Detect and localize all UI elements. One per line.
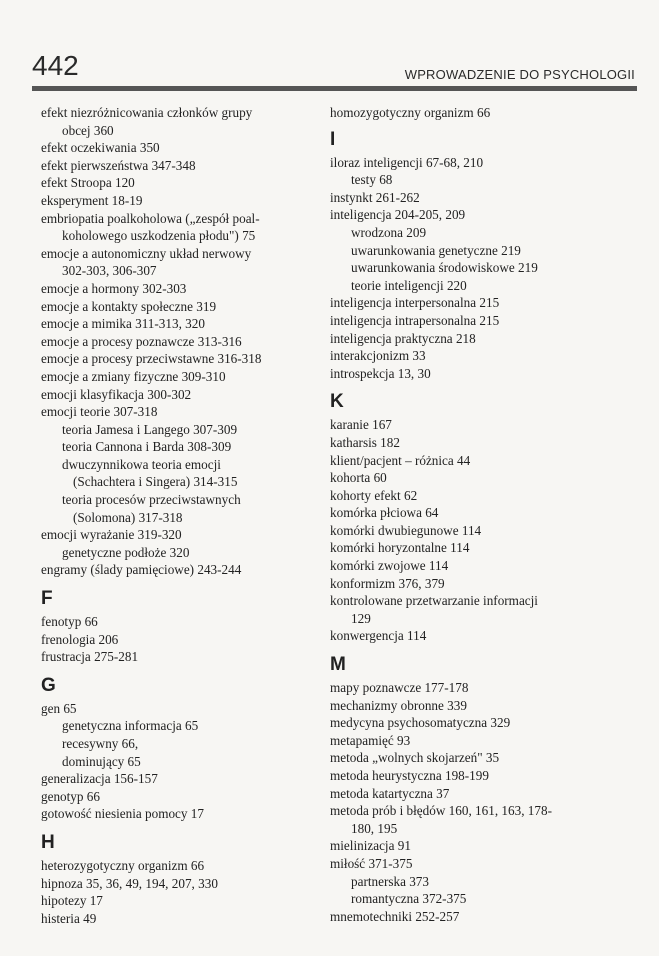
index-entry: emocje a zmiany fizyczne 309-310 — [41, 368, 226, 384]
index-entry: metoda prób i błędów 160, 161, 163, 178- — [330, 803, 552, 819]
index-entry: efekt niezróżnicowania członków grupy — [41, 105, 253, 120]
index-entry: miłość 371-375 — [330, 855, 413, 871]
index-entry: emocje a procesy poznawcze 313-316 — [41, 333, 242, 349]
index-entry: metoda „wolnych skojarzeń" 35 — [330, 750, 500, 766]
index-subentry: recesywny 66, — [62, 736, 139, 751]
index-entry: interakcjonizm 33 — [330, 348, 426, 364]
header-rule — [32, 86, 637, 91]
index-section-letter: G — [41, 674, 56, 696]
index-section-letter: H — [41, 831, 55, 853]
index-entry: mnemotechniki 252-257 — [330, 908, 460, 924]
index-subentry: partnerska 373 — [351, 873, 429, 889]
index-entry: inteligencja intrapersonalna 215 — [330, 312, 500, 328]
index-entry: gen 65 — [41, 700, 77, 716]
index-entry: emocje a mimika 311-313, 320 — [41, 316, 205, 332]
index-entry: emocje a kontakty społeczne 319 — [41, 298, 217, 314]
index-subentry: teoria Jamesa i Langego 307-309 — [62, 421, 238, 437]
index-entry: inteligencja 204-205, 209 — [330, 207, 466, 223]
index-subentry-continuation: (Solomona) 317-318 — [73, 509, 183, 525]
index-entry: mielinizacja 91 — [330, 838, 411, 854]
index-entry: mechanizmy obronne 339 — [330, 697, 467, 713]
index-subentry: romantyczna 372-375 — [351, 891, 467, 907]
index-entry: mapy poznawcze 177-178 — [330, 680, 469, 696]
index-subentry: uwarunkowania środowiskowe 219 — [351, 260, 538, 276]
index-entry: histeria 49 — [41, 910, 97, 926]
index-entry: embriopatia poalkoholowa („zespół poal- — [41, 210, 260, 226]
index-entry: katharsis 182 — [330, 434, 400, 450]
index-entry: kohorty efekt 62 — [330, 487, 418, 503]
index-entry: frustracja 275-281 — [41, 649, 139, 665]
index-entry: komórka płciowa 64 — [330, 505, 439, 521]
index-subentry: teoria procesów przeciwstawnych — [62, 492, 241, 508]
index-entry: generalizacja 156-157 — [41, 771, 158, 787]
index-entry-continuation: 129 — [351, 610, 371, 626]
index-entry-continuation: 302-303, 306-307 — [62, 263, 157, 279]
index-subentry: testy 68 — [351, 172, 393, 188]
index-subentry: genetyczna informacja 65 — [62, 718, 199, 734]
index-entry-continuation: koholowego uszkodzenia płodu") 75 — [62, 228, 256, 244]
index-entry: engramy (ślady pamięciowe) 243-244 — [41, 562, 242, 578]
index-entry: emocji wyrażanie 319-320 — [41, 527, 182, 543]
index-entry: metoda heurystyczna 198-199 — [330, 768, 489, 783]
index-entry: komórki horyzontalne 114 — [330, 540, 470, 556]
index-entry: heterozygotyczny organizm 66 — [41, 857, 205, 873]
page-number: 442 — [32, 50, 79, 81]
index-entry: emocje a procesy przeciwstawne 316-318 — [41, 351, 262, 367]
index-section-letter: M — [330, 654, 346, 676]
index-subentry: teoria Cannona i Barda 308-309 — [62, 439, 232, 455]
index-entry: hipotezy 17 — [41, 893, 103, 909]
index-entry: instynkt 261-262 — [330, 189, 420, 205]
index-subentry: dwuczynnikowa teoria emocji — [62, 456, 221, 472]
index-entry: emocji teorie 307-318 — [41, 404, 158, 420]
index-subentry: dominujący 65 — [62, 753, 141, 769]
index-entry: introspekcja 13, 30 — [330, 365, 431, 381]
index-entry: inteligencja interpersonalna 215 — [330, 295, 500, 311]
index-entry: klient/pacjent – różnica 44 — [330, 452, 471, 468]
index-entry: hipnoza 35, 36, 49, 194, 207, 330 — [41, 875, 218, 891]
index-entry: metapamięć 93 — [330, 732, 411, 748]
index-entry: inteligencja praktyczna 218 — [330, 330, 476, 346]
index-entry: eksperyment 18-19 — [41, 192, 143, 208]
index-section-letter: I — [330, 128, 336, 150]
index-subentry: genetyczne podłoże 320 — [62, 544, 190, 560]
index-entry: komórki zwojowe 114 — [330, 558, 449, 574]
index-entry: konformizm 376, 379 — [330, 575, 445, 591]
index-entry: fenotyp 66 — [41, 614, 98, 630]
index-entry: emocje a hormony 302-303 — [41, 280, 187, 296]
index-entry: emocje a autonomiczny układ nerwowy — [41, 245, 252, 261]
running-title: WPROWADZENIE DO PSYCHOLOGII — [404, 67, 635, 82]
index-entry: medycyna psychosomatyczna 329 — [330, 715, 511, 731]
index-entry: metoda katartyczna 37 — [330, 785, 450, 801]
index-entry: konwergencja 114 — [330, 628, 427, 644]
index-entry: frenologia 206 — [41, 631, 119, 647]
index-entry-continuation: 180, 195 — [351, 820, 398, 836]
index-subentry-continuation: (Schachtera i Singera) 314-315 — [73, 474, 238, 490]
index-section-letter: F — [41, 588, 53, 610]
index-entry: genotyp 66 — [41, 788, 100, 804]
index-entry: emocji klasyfikacja 300-302 — [41, 386, 192, 402]
index-entry: karanie 167 — [330, 417, 392, 433]
index-entry: komórki dwubiegunowe 114 — [330, 522, 482, 538]
index-column-right — [330, 104, 630, 925]
index-subentry: uwarunkowania genetyczne 219 — [351, 242, 521, 258]
index-subentry: wrodzona 209 — [351, 224, 427, 240]
index-column-left — [41, 104, 309, 927]
index-entry: kontrolowane przetwarzanie informacji — [330, 593, 538, 609]
index-entry: kohorta 60 — [330, 470, 387, 486]
index-entry: iloraz inteligencji 67-68, 210 — [330, 154, 484, 170]
index-entry-continuation: obcej 360 — [62, 122, 114, 138]
index-subentry: teorie inteligencji 220 — [351, 277, 467, 293]
index-entry: gotowość niesienia pomocy 17 — [41, 806, 204, 822]
index-entry: efekt oczekiwania 350 — [41, 140, 160, 156]
index-entry: homozygotyczny organizm 66 — [330, 105, 491, 120]
index-entry: efekt pierwszeństwa 347-348 — [41, 157, 196, 173]
index-entry: efekt Stroopa 120 — [41, 175, 135, 191]
index-section-letter: K — [330, 391, 344, 413]
